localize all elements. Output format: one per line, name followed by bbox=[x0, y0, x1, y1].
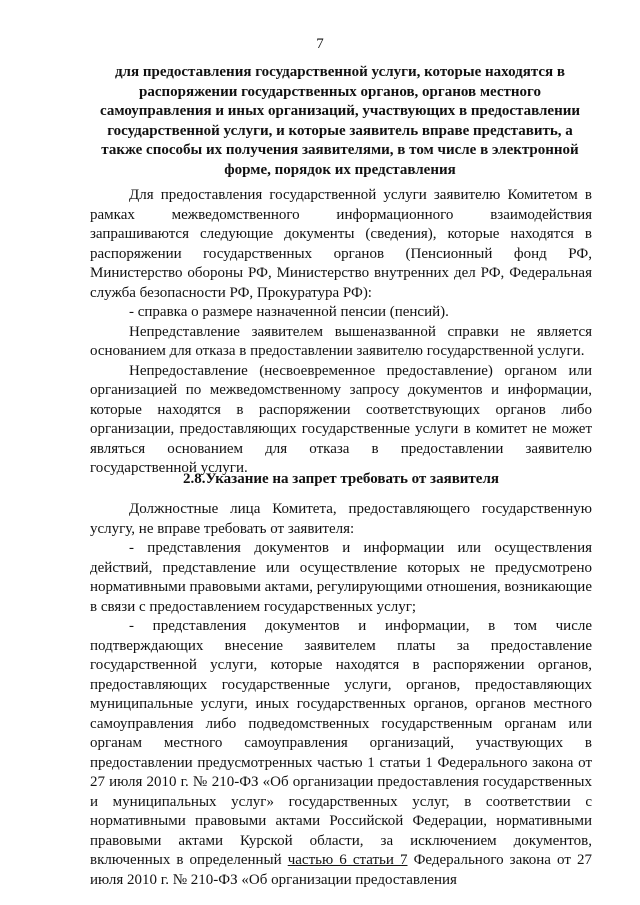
section-title-continued: для предоставления государственной услуги, которые находятся в распоряжении государственных органов, органов местного самоуправления и иных организаций, участвующих в предоставлении государственной услуги, и которые заявитель вправе представить, а также способы их получения заявителями, в том числе в электронной форме, порядок их представления bbox=[99, 64, 581, 178]
paragraph-late-provision: Непредоставление (несвоевременное предоставление) органом или организацией по межведомственному запросу документов и информации, которые находятся в распоряжении соответствующих органов либо организации, предоставляющих государственные услуги в комитет не может являться основанием для отказа в предоставлении заявителю государственной услуги. bbox=[90, 362, 592, 476]
paragraph-non-submission: Непредставление заявителем вышеназванной справки не является основанием для отказа в предоставлении заявителю государственной услуги. bbox=[90, 323, 592, 359]
section-heading-2-8: 2.8.Указание на запрет требовать от заявителя bbox=[182, 471, 499, 487]
paragraph-officials-may-not-require: Должностные лица Комитета, предоставляющего государственную услугу, не вправе требовать от заявителя: bbox=[90, 501, 592, 537]
paragraph-text-before-link: - представления документов и информации, в том числе подтверждающих внесение заявителем платы за предоставление государственной услуги, которые находятся в распоряжении органов, предоставляющих государственные услуги, органов, предоставляющих муниципальные услуги, иных государственных органов, органов местного самоуправления либо подведомственных государственным органам или органам местного самоуправления организаций, участвующих в предоставлении предусмотренных частью 1 статьи 1 Федерального закона от 27 июля 2010 г. № 210-ФЗ «Об организации предоставления государственных и муниципальных услуг» государственных услуг, в соответствии с нормативными правовыми актами Российской Федерации, нормативными правовыми актами Курской области, за исключением документов, включенных в определенный bbox=[90, 618, 592, 868]
law-reference-link[interactable]: частью 6 статьи 7 bbox=[287, 852, 408, 868]
paragraph-item-actions: - представления документов и информации или осуществления действий, представление или осуществление которых не предусмотрено нормативными правовыми актами, регулирующими отношения, возникающие в связи с предоставлением государственных услуг; bbox=[90, 540, 592, 615]
paragraph-pension-certificate: - справка о размере назначенной пенсии (пенсий). bbox=[129, 304, 449, 320]
paragraph-item-documents bbox=[90, 617, 592, 890]
paragraph-text-after-link: Федерального закона от 27 июля 2010 г. № 210-ФЗ «Об организации предоставления bbox=[90, 852, 592, 888]
text-block-1 bbox=[90, 186, 592, 479]
page-number: 7 bbox=[316, 36, 324, 52]
text-block-2 bbox=[90, 500, 592, 890]
paragraph-interagency-request: Для предоставления государственной услуги заявителю Комитетом в рамках межведомственного информационного взаимодействия запрашиваются следующие документы (сведения), которые находятся в распоряжении государственных органов (Пенсионный фонд РФ, Министерство обороны РФ, Министерство внутренних дел РФ, Федеральная служба безопасности РФ, Прокуратура РФ): bbox=[90, 187, 592, 301]
